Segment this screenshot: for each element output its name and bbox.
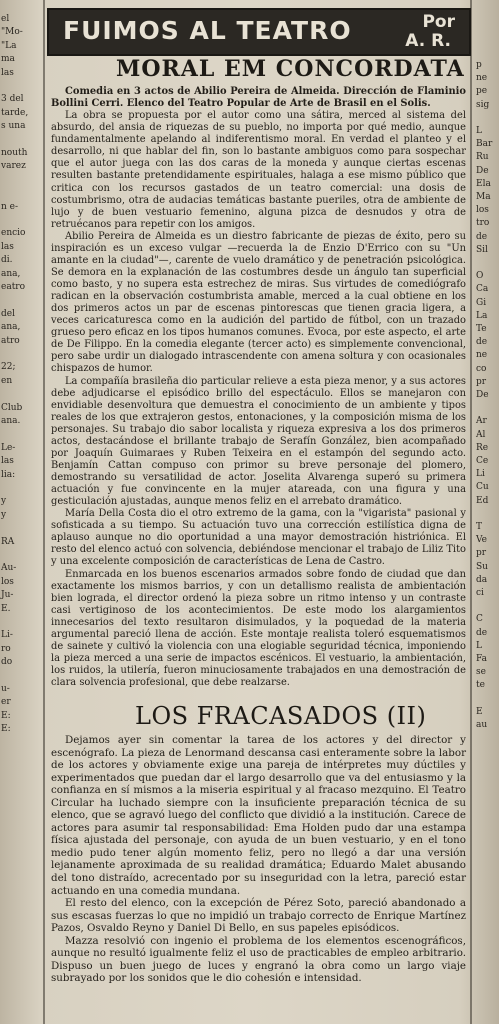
left-column-fragment: s una	[1, 121, 26, 132]
right-column-fragment: Fa	[476, 654, 487, 664]
left-column-fragment: tarde,	[1, 107, 29, 118]
right-column-fragment: los	[476, 205, 489, 216]
column-rule-right	[470, 0, 472, 1024]
article-2-paragraph: El resto del elenco, con la excepción de Pérez Soto, pareció abandonado a sus escasas fuerzas lo que no impidió un trabajo correcto de Enrique Martínez Pazos, Osvaldo Reyno y Daniel Di Bello, en sus papeles episódicos.	[51, 897, 466, 935]
left-column-fragment: Ju-	[1, 590, 14, 601]
article-1-headline: MORAL EM CONCORDATA	[116, 56, 465, 82]
right-column-fragment: se	[476, 667, 486, 678]
right-column-fragment: Gi	[476, 297, 487, 308]
left-column-fragment: y	[1, 496, 7, 507]
right-column-fragment: tro	[476, 218, 490, 229]
left-column-fragment: varez	[1, 161, 26, 172]
left-column-fragment: do	[1, 657, 13, 668]
right-column-fragment: ne	[476, 350, 488, 361]
article-1-paragraph: María Della Costa dio el otro extremo de la gama, con la "vigarista" pasional y sofisticada a su tiempo. Su actuación tuvo una corrección estilística digna de aplauso aunque no dio oportunidad a una mayor demostración histriónica. El resto del elenco actuó con solvencia, debiéndose mencionar el trabajo de Liliz Tito y una excelente composición de características de Lena de Castro.	[51, 508, 466, 568]
section-banner	[47, 8, 471, 56]
right-column-fragment: C	[476, 614, 483, 625]
left-column-fragment: E:	[1, 710, 11, 721]
right-column-fragment: Bar	[476, 139, 493, 150]
left-column-fragment: u-	[1, 684, 10, 694]
left-column-fragment: los	[1, 576, 14, 587]
right-column-fragment: De	[476, 165, 489, 176]
right-column-fragment: Ca	[476, 284, 489, 295]
right-column-fragment: pr	[476, 548, 487, 559]
article-2-paragraph: Dejamos ayer sin comentar la tarea de los actores y del director y escenógrafo. La pieza de Lenormand descansa casi enteramente sobre la labor de los actores y obviamente exige una pareja de intérpretes muy dúctiles y experimentados que puedan dar el largo desarrollo que va del entusiasmo y la confianza en sí mismos a la miseria espiritual y al fracaso mezquino. El Teatro Circular ha luchado siempre con la insuficiente preparación técnica de su elenco, que se agravó luego del conflicto que dividió a la institución. Carece de actores para asumir tal responsabilidad: Ema Holden pudo dar una estampa física ajustada del personaje, con ayuda de un buen vestuario, y en el tono medio pudo tener algún momento feliz, pero no llegó a dar una versión lejanamente aproximada de su realidad dramática; Eduardo Malet abusando del tono distraído, acrecentado por su inseguridad con la letra, pareció estar actuando en una comedia mundana.	[51, 734, 466, 897]
right-column-fragment: E	[476, 706, 483, 717]
right-neighbor-column	[474, 0, 499, 1024]
column-rule-left	[43, 0, 45, 1024]
right-column-fragment: sig	[476, 99, 490, 110]
left-column-fragment: del	[1, 308, 15, 319]
left-column-fragment: RA	[1, 536, 15, 547]
left-column-fragment: nouth	[1, 148, 28, 158]
right-column-fragment: te	[476, 680, 485, 691]
right-column-fragment: ci	[476, 588, 484, 598]
right-column-fragment: L	[476, 640, 482, 651]
left-column-fragment: Le-	[1, 442, 16, 453]
right-column-fragment: de	[476, 231, 488, 242]
article-2-headline: LOS FRACASADOS (II)	[135, 702, 427, 730]
right-column-fragment: Ru	[476, 152, 489, 163]
left-column-fragment: "La	[1, 40, 17, 51]
right-column-fragment: Cu	[476, 482, 489, 493]
left-column-fragment: las	[1, 241, 14, 252]
left-column-fragment: eatro	[1, 282, 26, 292]
right-column-fragment: da	[476, 574, 488, 585]
left-column-fragment: encio	[1, 228, 26, 239]
right-column-fragment: Ela	[476, 178, 491, 189]
article-1-paragraph: La obra se propuesta por el autor como una sátira, merced al sistema del absurdo, del ansia de riquezas de su pueblo, no importa por qué medio, aunque fundamentalmente apelando al indiferentismo moral. En verdad el planteo y el desarrollo, ni que hablar del fin, son lo bastante ambiguos como para sospechar que el autor juega con las dos caras de la moneda y aunque ciertas escenas resulten bastante pretendidamente espirituales, halaga a ese mismo público que critica con los recursos gastados de un teatro comercial: una dosis de costumbrismo, otra de audacias temáticas bastante pueriles, otra de ambiente de lujo y de buen vestuario femenino, alguna pizca de desnudos y otra de retruécanos para repetir con los amigos.	[51, 110, 466, 230]
right-column-fragment: Su	[476, 561, 488, 572]
right-column-fragment: Ed	[476, 495, 489, 506]
right-column-fragment: ne	[476, 73, 488, 84]
left-neighbor-column	[0, 0, 40, 1024]
right-column-fragment: Ar	[476, 416, 487, 427]
byline-initials: A. R.	[405, 31, 451, 51]
right-column-fragment: Ce	[476, 456, 489, 466]
right-column-fragment: Li	[476, 469, 485, 480]
right-column-fragment: Te	[476, 324, 487, 334]
left-column-fragment: di.	[1, 255, 13, 266]
left-column-fragment: en	[1, 375, 13, 386]
left-column-fragment: 22;	[1, 362, 16, 373]
article-1-credits: Comedia en 3 actos de Abilio Pereira de Almeida. Dirección de Flaminio Bollini Cerri. Elenco del Teatro Popular de Arte de Brasil en el Solis.	[51, 86, 466, 110]
left-column-fragment: ro	[1, 643, 11, 654]
right-column-fragment: O	[476, 271, 484, 282]
left-column-fragment: E.	[1, 603, 11, 614]
left-column-fragment: 3 del	[1, 94, 24, 105]
left-column-fragment: y	[1, 509, 7, 520]
right-column-fragment: Sil	[476, 244, 488, 255]
left-column-fragment: el	[1, 14, 10, 24]
left-column-fragment: Au-	[1, 563, 17, 574]
left-column-fragment: Club	[1, 402, 23, 413]
right-column-fragment: T	[476, 522, 483, 532]
section-title: FUIMOS AL TEATRO	[63, 16, 352, 45]
article-1-paragraph: Enmarcada en los buenos escenarios armados sobre fondo de ciudad que dan exactamente los mismos barrios, y con un detallismo realista de ambientación bien lograda, el director ordenó la pieza sobre un ritmo intenso y un contraste casi vertiginoso de los acontecimientos. De este modo los alargamientos innecesarios del texto resultaron disimulados, y la poquedad de la materia argumental pareció llena de acción. Este montaje realista toleró esquematismos de sainete y cultivó la violencia con una elogiable seguridad técnica, imponiendo la pieza merced a una serie de impactos escénicos. El vestuario, la ambientación, los ruidos, la utilería, fueron minuciosamente trabajados en una demostración de clara solvencia profesional, que debe realzarse.	[51, 568, 466, 689]
left-column-fragment: atro	[1, 335, 20, 346]
right-column-fragment: pr	[476, 376, 487, 387]
left-column-fragment: "Mo-	[1, 27, 23, 38]
right-column-fragment: De	[476, 390, 489, 400]
right-column-fragment: Ve	[476, 535, 487, 546]
right-column-fragment: Al	[476, 429, 486, 440]
left-column-fragment: E:	[1, 724, 11, 735]
right-column-fragment: pe	[476, 86, 488, 97]
right-column-fragment: p	[476, 60, 482, 70]
left-column-fragment: er	[1, 697, 11, 708]
right-column-fragment: La	[476, 310, 488, 321]
left-column-fragment: ana,	[1, 322, 21, 333]
article-1-paragraph: Abilio Pereira de Almeida es un diestro fabricante de piezas de éxito, pero su inspiración es un exceso vulgar —recuerda la de Enzio D'Errico con su "Un amante en la ciudad"—, carente de vuelo dramático y de penetración psicológica. Se demora en la explanación de las costumbres desde un ángulo tan superficial como basto, y no supera esta estrechez de miras. Sus virtudes de comediógrafo radican en la observación costumbrista amable, merced a la cual obtiene en los dos primeros actos un par de escenas pintorescas que tienen gracia ligera, a veces caricaturesca como en la audición del partido de fútbol, con un trazado grueso pero eficaz en los tipos humanos comunes. Evoca, por este aspecto, el arte de De Filippo. En la comedia elegante (tercer acto) es simplemente convencional, pero sabe urdir un dialogado intrascendente con amena soltura y con ocasionales chispazos de humor.	[51, 230, 466, 375]
right-column-fragment: de	[476, 627, 488, 638]
article-1-body	[51, 86, 466, 689]
right-column-fragment: L	[476, 126, 482, 136]
byline-por: Por	[422, 12, 455, 32]
left-column-fragment: las	[1, 456, 14, 467]
right-column-fragment: au	[476, 720, 488, 730]
right-column-fragment: de	[476, 337, 488, 348]
article-2-paragraph: Mazza resolvió con ingenio el problema de los elementos escenográficos, aunque no resultó igualmente feliz el uso de practicables de empleo arbitrario. Dispuso un buen juego de luces y engranó la obra como un largo viaje subrayado por los sonidos que le dio cohesión e intensidad.	[51, 934, 466, 985]
left-column-fragment: ana,	[1, 268, 21, 279]
right-column-fragment: co	[476, 363, 487, 374]
right-column-fragment: Re	[476, 442, 489, 453]
left-column-fragment: Li-	[1, 630, 13, 641]
left-column-fragment: n e-	[1, 201, 19, 212]
left-column-fragment: ana.	[1, 416, 21, 426]
article-1-paragraph: La compañía brasileña dio particular relieve a esta pieza menor, y a sus actores debe adjudicarse el episódico brillo del espectáculo. Ellos se manejaron con envidiable desenvoltura que demuestra el conocimiento de un ambiente y tipos reales de los que extrajeron gestos, entonaciones, y la composición misma de los personajes. Su trabajo dio sabor localista y riqueza expresiva a los dos primeros actos, destacándose el brillante trabajo de Serafín González, bien acompañado por Joaquín Guimaraes y Ruben Teixeira en el estampón del segundo acto. Benjamín Cattan compuso con primor su breve personaje del plomero, demostrando su versatilidad de actor. Joselita Alvarenga superó su primera actuación y fue convincente en la mujer atareada, con una figura y una gesticulación ajustadas, aunque menos feliz en el arrebato dramático.	[51, 375, 466, 508]
left-column-fragment: lia:	[1, 469, 16, 480]
article-2-body	[51, 734, 466, 985]
left-column-fragment: las	[1, 67, 14, 78]
left-column-fragment: ma	[1, 54, 15, 65]
right-column-fragment: Ma	[476, 192, 491, 202]
